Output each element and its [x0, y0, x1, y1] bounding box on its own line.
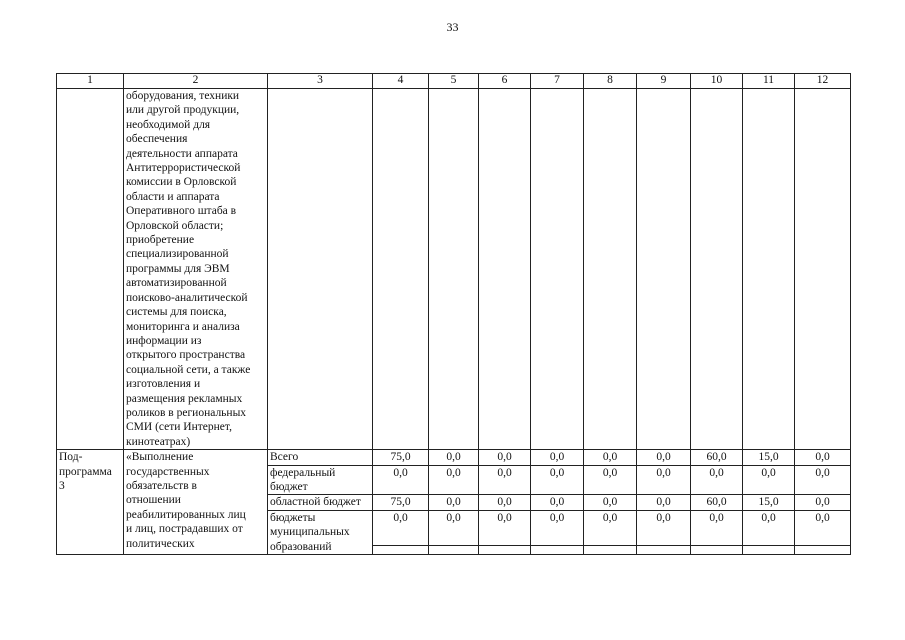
- subprogram-title: «Выполнение государственных обязательств в отношении реабилитированных лиц и лиц, пострадавших от политических: [124, 450, 268, 555]
- column-number: 12: [795, 74, 851, 89]
- column-number: 6: [479, 74, 531, 89]
- column-number-row: [57, 74, 851, 89]
- value-cell: 0,0: [584, 510, 637, 545]
- empty-cell: [373, 89, 429, 450]
- value-cell: 75,0: [373, 450, 429, 465]
- value-cell: 15,0: [743, 495, 795, 510]
- column-number: 10: [691, 74, 743, 89]
- page-number: 33: [446, 20, 459, 34]
- value-cell: 0,0: [429, 450, 479, 465]
- empty-cell: [268, 89, 373, 450]
- empty-cell: [429, 89, 479, 450]
- empty-cell: [795, 89, 851, 450]
- value-cell: 60,0: [691, 495, 743, 510]
- value-cell: 0,0: [743, 510, 795, 545]
- empty-cell: [479, 546, 531, 555]
- value-cell: 0,0: [479, 465, 531, 495]
- value-cell: 0,0: [373, 510, 429, 545]
- empty-cell: [743, 89, 795, 450]
- empty-cell: [743, 546, 795, 555]
- column-number: 5: [429, 74, 479, 89]
- empty-cell: [637, 546, 691, 555]
- empty-cell: [691, 89, 743, 450]
- value-cell: 60,0: [691, 450, 743, 465]
- column-number: 11: [743, 74, 795, 89]
- empty-cell: [479, 89, 531, 450]
- value-cell: 0,0: [637, 495, 691, 510]
- empty-cell: [57, 89, 124, 450]
- value-cell: 0,0: [637, 450, 691, 465]
- subprogram-label: Под- программа 3: [57, 450, 124, 555]
- empty-cell: [531, 546, 584, 555]
- value-cell: 0,0: [429, 510, 479, 545]
- funding-source: федеральный бюджет: [268, 465, 373, 495]
- empty-cell: [584, 89, 637, 450]
- funding-source: областной бюджет: [268, 495, 373, 510]
- funding-source: Всего: [268, 450, 373, 465]
- value-cell: 0,0: [531, 465, 584, 495]
- column-number: 2: [124, 74, 268, 89]
- value-cell: 0,0: [637, 510, 691, 545]
- value-cell: 0,0: [531, 510, 584, 545]
- value-cell: 0,0: [691, 510, 743, 545]
- empty-cell: [637, 89, 691, 450]
- value-cell: 0,0: [691, 465, 743, 495]
- empty-cell: [373, 546, 429, 555]
- value-cell: 0,0: [637, 465, 691, 495]
- value-cell: 0,0: [373, 465, 429, 495]
- column-number: 8: [584, 74, 637, 89]
- value-cell: 0,0: [479, 510, 531, 545]
- empty-cell: [531, 89, 584, 450]
- value-cell: 0,0: [479, 450, 531, 465]
- column-number: 1: [57, 74, 124, 89]
- funding-row-total: [57, 450, 851, 465]
- value-cell: 0,0: [584, 495, 637, 510]
- budget-table: [56, 73, 851, 555]
- value-cell: 75,0: [373, 495, 429, 510]
- column-number: 3: [268, 74, 373, 89]
- continuation-description: оборудования, техники или другой продукции, необходимой для обеспечения деятельности аппарата Антитеррористической комиссии в Орловской области и аппарата Оперативного штаба в Орловской области; приобретение специализированной программы для ЭВМ автоматизированной поисково-аналитической системы для поиска, мониторинга и анализа информации из открытого пространства социальной сети, а также изготовления и размещения рекламных роликов в региональных СМИ (сети Интернет, кинотеатрах): [124, 89, 268, 450]
- continuation-row: [57, 89, 851, 450]
- empty-cell: [584, 546, 637, 555]
- value-cell: 15,0: [743, 450, 795, 465]
- value-cell: 0,0: [795, 465, 851, 495]
- value-cell: 0,0: [795, 450, 851, 465]
- value-cell: 0,0: [531, 495, 584, 510]
- empty-cell: [691, 546, 743, 555]
- value-cell: 0,0: [584, 450, 637, 465]
- column-number: 4: [373, 74, 429, 89]
- empty-cell: [429, 546, 479, 555]
- value-cell: 0,0: [584, 465, 637, 495]
- column-number: 7: [531, 74, 584, 89]
- value-cell: 0,0: [531, 450, 584, 465]
- value-cell: 0,0: [479, 495, 531, 510]
- funding-source: бюджеты муниципальных образований: [268, 510, 373, 554]
- column-number: 9: [637, 74, 691, 89]
- value-cell: 0,0: [429, 465, 479, 495]
- value-cell: 0,0: [429, 495, 479, 510]
- value-cell: 0,0: [795, 495, 851, 510]
- value-cell: 0,0: [743, 465, 795, 495]
- value-cell: 0,0: [795, 510, 851, 545]
- empty-cell: [795, 546, 851, 555]
